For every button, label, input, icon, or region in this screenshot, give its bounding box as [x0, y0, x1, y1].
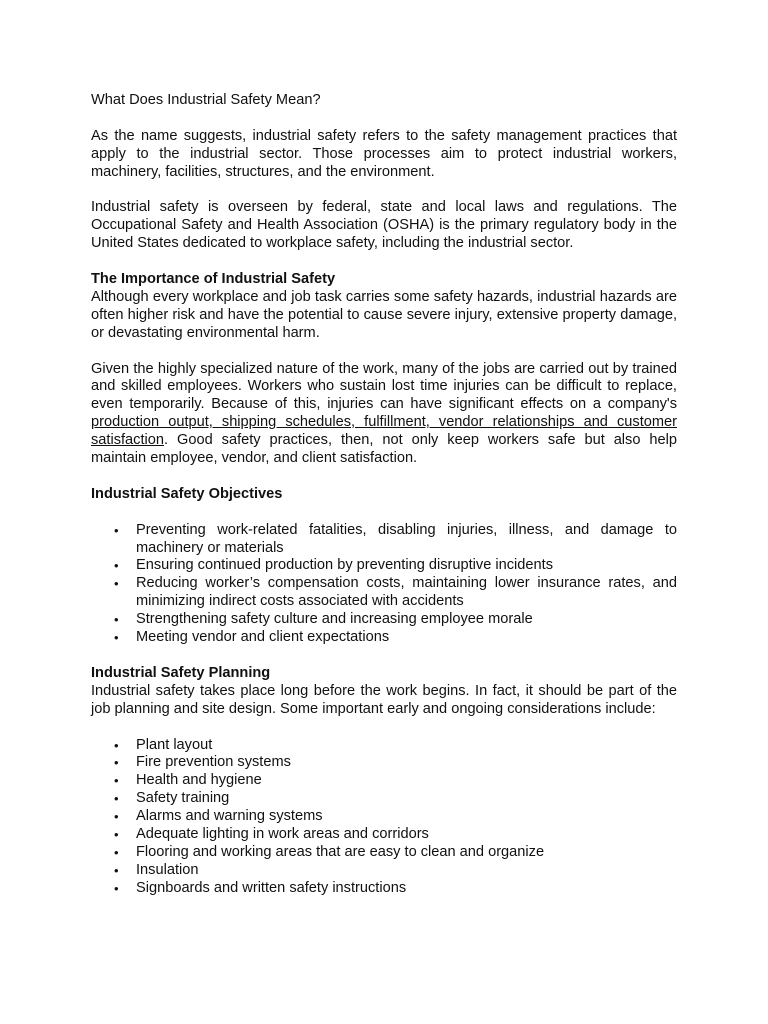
- planning-intro: Industrial safety takes place long before the work begins. In fact, it should be part of the job planning and site design. Some important early and ongoing considerations include:: [91, 682, 677, 717]
- list-item-text: Strengthening safety culture and increasing employee morale: [136, 611, 533, 628]
- objectives-list: [91, 522, 677, 647]
- bullet-icon: •: [114, 558, 119, 574]
- document-title: What Does Industrial Safety Mean?: [91, 92, 321, 108]
- bullet-icon: •: [114, 576, 119, 592]
- list-item: [91, 629, 677, 647]
- production-output-link[interactable]: production output, shipping schedules, fulfillment, vendor relationships and customer satisfaction: [91, 414, 677, 449]
- intro-paragraph-1: As the name suggests, industrial safety refers to the safety management practices that apply to the industrial sector. Those processes aim to protect industrial workers, machinery, facilities, structures, and the environment.: [91, 127, 677, 180]
- list-item: [91, 737, 677, 755]
- objectives-heading: Industrial Safety Objectives: [91, 485, 283, 502]
- bullet-icon: •: [114, 737, 119, 753]
- bullet-icon: •: [114, 630, 119, 646]
- importance-paragraph-1: Although every workplace and job task carries some safety hazards, industrial hazards are often higher risk and have the potential to cause severe injury, extensive property damage, or devastating environmental harm.: [91, 288, 677, 341]
- list-item: [91, 754, 677, 772]
- bullet-icon: •: [114, 880, 119, 896]
- list-item: [91, 522, 677, 558]
- list-item: [91, 575, 677, 611]
- list-item-text: Adequate lighting in work areas and corridors: [136, 826, 429, 843]
- importance-heading: The Importance of Industrial Safety: [91, 271, 336, 288]
- list-item: [91, 880, 677, 898]
- document-page: [91, 92, 677, 898]
- list-item-text: Safety training: [136, 790, 230, 807]
- list-item-text: Alarms and warning systems: [136, 808, 323, 825]
- bullet-icon: •: [114, 522, 119, 538]
- importance-paragraph-2-start: Given the highly specialized nature of the work, many of the jobs are carried out by trained and skilled employees. Workers who sustain lost time injuries can be difficult to replace, even temporarily. Because of this, injuries can have significant effects on a company's: [91, 360, 677, 413]
- importance-paragraph-2-end: . Good safety practices, then, not only keep workers safe but also help maintain employee, vendor, and client satisfaction.: [91, 432, 677, 467]
- list-item-text: Signboards and written safety instructions: [136, 879, 407, 896]
- list-item: [91, 808, 677, 826]
- list-item-text: Fire prevention systems: [136, 754, 291, 771]
- list-item-text: Insulation: [136, 861, 199, 878]
- bullet-icon: •: [114, 791, 119, 807]
- bullet-icon: •: [114, 755, 119, 771]
- bullet-icon: •: [114, 612, 119, 628]
- list-item-text: Flooring and working areas that are easy to clean and organize: [136, 843, 545, 860]
- list-item: [91, 862, 677, 880]
- list-item-text: Reducing worker’s compensation costs, maintaining lower insurance rates, and minimizing indirect costs associated with accidents: [136, 575, 677, 610]
- list-item-text: Preventing work-related fatalities, disabling injuries, illness, and damage to machinery or materials: [136, 521, 677, 556]
- bullet-icon: •: [114, 844, 119, 860]
- importance-paragraph-2: [91, 361, 677, 468]
- list-item-text: Meeting vendor and client expectations: [136, 629, 390, 646]
- intro-paragraph-2: Industrial safety is overseen by federal, state and local laws and regulations. The Occupational Safety and Health Association (OSHA) is the primary regulatory body in the United States dedicated to workplace safety, including the industrial sector.: [91, 199, 677, 252]
- planning-list: [91, 737, 677, 898]
- planning-heading: Industrial Safety Planning: [91, 664, 271, 681]
- bullet-icon: •: [114, 827, 119, 843]
- bullet-icon: •: [114, 773, 119, 789]
- list-item-text: Health and hygiene: [136, 772, 262, 789]
- bullet-icon: •: [114, 809, 119, 825]
- list-item-text: Ensuring continued production by preventing disruptive incidents: [136, 557, 553, 574]
- bullet-icon: •: [114, 862, 119, 878]
- list-item-text: Plant layout: [136, 736, 213, 753]
- list-item: [91, 790, 677, 808]
- list-item: [91, 772, 677, 790]
- list-item: [91, 611, 677, 629]
- list-item: [91, 844, 677, 862]
- list-item: [91, 826, 677, 844]
- list-item: [91, 557, 677, 575]
